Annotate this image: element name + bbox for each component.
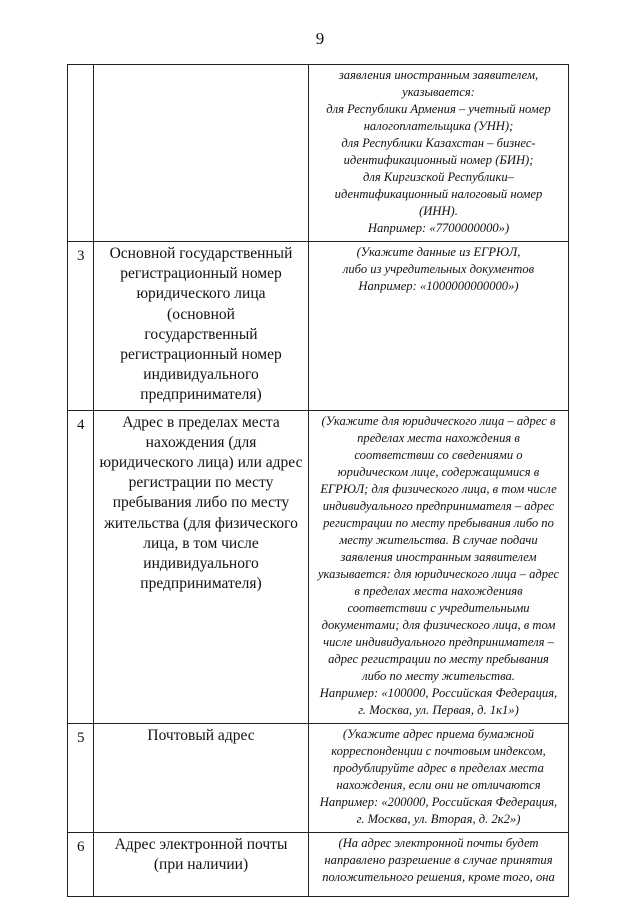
instruction-line: Например: «1000000000000»): [358, 279, 519, 293]
instruction-line: для Республики Казахстан – бизнес-: [341, 136, 536, 150]
field-name-line: индивидуального: [143, 555, 259, 573]
table-row: [68, 723, 569, 832]
field-name-line: регистрационный номер: [120, 346, 282, 364]
field-name-line: Адрес в пределах места: [122, 413, 280, 431]
instruction-line: либо по месту жительства.: [362, 668, 515, 683]
instruction-line: налогоплательщика (УНН);: [363, 119, 514, 133]
document-table: [67, 64, 569, 897]
instruction-line: идентификационный номер (БИН);: [343, 153, 534, 167]
field-name-cell: [94, 410, 309, 723]
field-name-line: регистрации по месту: [128, 474, 274, 492]
field-name-line: регистрационный номер: [120, 265, 282, 283]
field-name-cell: [94, 242, 309, 411]
field-name-line: нахождения (для: [145, 433, 257, 451]
instruction-line: продублируйте адрес в пределах места: [333, 760, 544, 775]
instruction-line: соответствии со сведениями о: [354, 447, 523, 462]
instruction-line: указывается: для юридического лица – адрес: [317, 566, 560, 581]
instruction-line: заявления иностранным заявителем: [340, 549, 537, 564]
field-name-line: юридического лица) или адрес: [99, 454, 303, 472]
field-name-line: государственный: [144, 325, 258, 343]
row-number: 5: [68, 723, 94, 832]
field-name-line: Адрес электронной почты: [114, 835, 288, 853]
row-number: 4: [68, 410, 94, 723]
page-number: 9: [315, 29, 325, 48]
row-number: 6: [68, 832, 94, 896]
instruction-line: (Укажите данные из ЕГРЮЛ,: [356, 245, 521, 259]
instruction-line: Например: «100000, Российская Федерация,: [319, 685, 558, 700]
instruction-line: регистрации по месту пребывания либо по: [323, 515, 554, 530]
table-row: [68, 242, 569, 411]
field-name-line: жительства (для физического: [104, 514, 298, 532]
field-name-line: индивидуального: [143, 366, 259, 384]
field-name-cell: [94, 832, 309, 896]
table-row: [68, 410, 569, 723]
instruction-line: либо из учредительных документов: [342, 262, 535, 276]
instruction-line: идентификационный налоговый номер: [334, 187, 543, 201]
instruction-line: индивидуального предпринимателя – адрес: [322, 498, 555, 513]
field-instruction-cell: [309, 723, 569, 832]
instruction-line: нахождения, если они не отличаются: [336, 777, 541, 792]
instruction-line: соответствии с учредительными: [347, 600, 530, 615]
instruction-line: в пределах места нахожденияв: [354, 583, 523, 598]
instruction-line: указывается:: [402, 85, 475, 99]
field-name-line: (основной: [167, 305, 235, 323]
instruction-line: Например: «7700000000»): [367, 221, 510, 235]
field-name-cell: [94, 65, 309, 242]
instruction-line: направлено разрешение в случае принятия: [324, 852, 553, 867]
instruction-line: корреспонденции с почтовым индексом,: [331, 743, 546, 758]
field-name-line: Почтовый адрес: [147, 726, 255, 744]
instruction-line: г. Москва, ул. Вторая, д. 2к2»): [356, 811, 521, 826]
instruction-line: юридическом лице, содержащимися в: [337, 464, 540, 479]
field-name-line: предпринимателя): [140, 575, 262, 593]
instruction-line: (Укажите для юридического лица – адрес в: [321, 413, 556, 428]
table-body: [68, 65, 569, 897]
instruction-line: (ИНН).: [419, 204, 458, 218]
row-number: [68, 65, 94, 242]
instruction-line: для Киргизской Республики–: [363, 170, 514, 184]
field-name-line: Основной государственный: [109, 245, 293, 262]
field-name-line: (при наличии): [153, 855, 249, 873]
instruction-line: ЕГРЮЛ; для физического лица, в том числе: [320, 481, 557, 496]
instruction-line: (Укажите адрес приема бумажной: [342, 726, 535, 741]
field-instruction-cell: [309, 410, 569, 723]
field-name-cell: [94, 723, 309, 832]
field-instruction-cell: [309, 242, 569, 411]
field-instruction-cell: [309, 832, 569, 896]
instruction-line: пределах места нахождения в: [357, 430, 520, 445]
field-name-line: пребывания либо по месту: [112, 494, 290, 512]
table-row: [68, 832, 569, 896]
instruction-line: адрес регистрации по месту пребывания: [328, 651, 549, 666]
instruction-line: заявления иностранным заявителем,: [338, 68, 539, 82]
instruction-line: месту жительства. В случае подачи: [339, 532, 538, 547]
instruction-line: для Республики Армения – учетный номер: [326, 102, 551, 116]
row-number: 3: [68, 242, 94, 411]
field-name-line: лица, в том числе: [143, 534, 259, 552]
instruction-line: числе индивидуального предпринимателя –: [323, 634, 554, 649]
field-instruction-cell: [309, 65, 569, 242]
instruction-line: (На адрес электронной почты будет: [338, 835, 539, 850]
field-name-line: предпринимателя): [140, 386, 262, 404]
field-name-line: юридического лица: [136, 285, 266, 303]
instruction-line: Например: «200000, Российская Федерация,: [319, 794, 558, 809]
instruction-line: документами; для физического лица, в том: [321, 617, 556, 632]
table-row: [68, 65, 569, 242]
instruction-line: г. Москва, ул. Первая, д. 1к1»): [358, 702, 519, 717]
instruction-line: положительного решения, кроме того, она: [322, 869, 555, 884]
